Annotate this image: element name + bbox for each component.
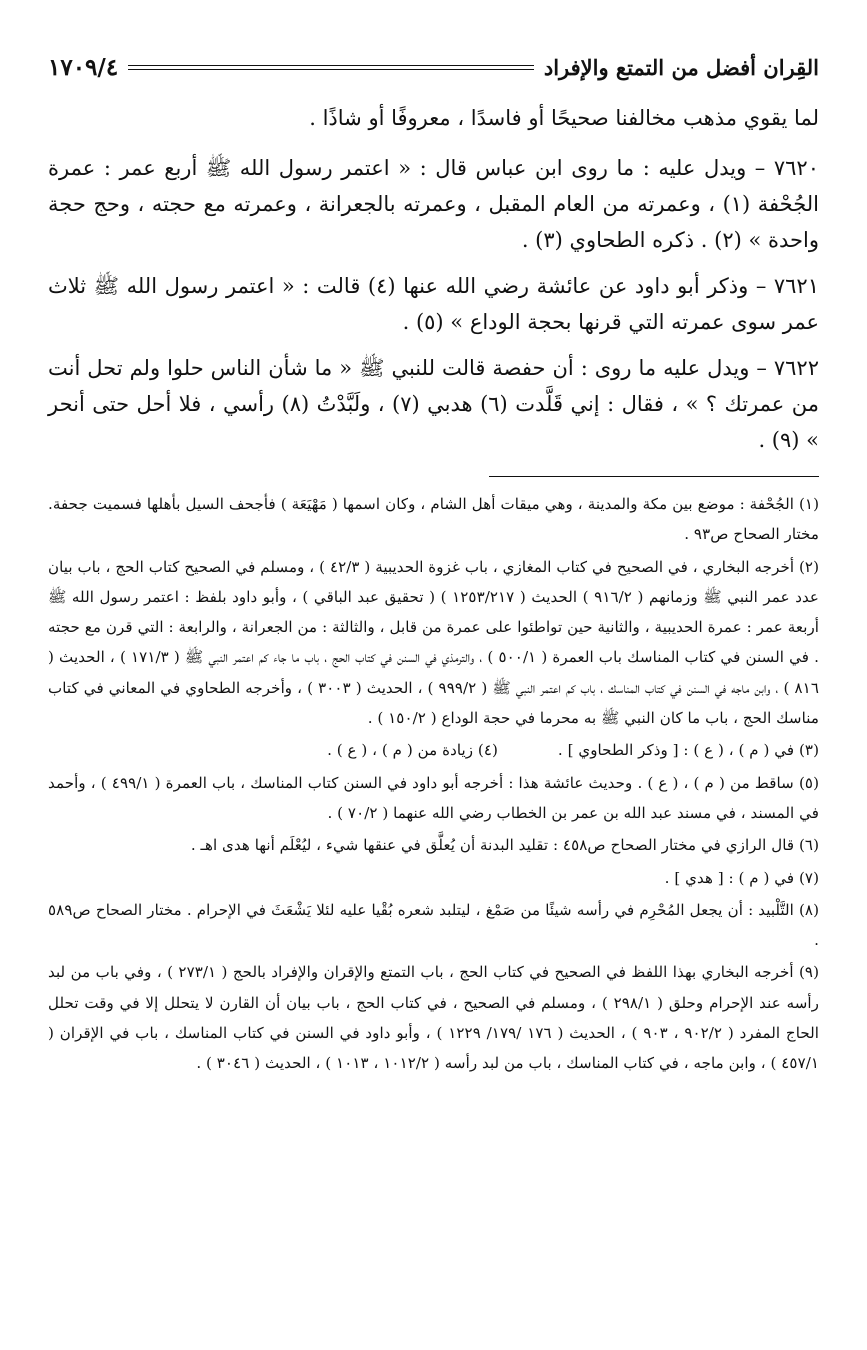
footnote-3: (٣) في ( م ) ، ( ع ) : [ وذكر الطحاوي ] . xyxy=(557,741,819,760)
running-header xyxy=(48,48,819,86)
paragraph-7622: ٧٦٢٢ – ويدل عليه ما روى : أن حفصة قالت للنبي ﷺ « ما شأن الناس حلوا ولم تحل أنت من عمرتك ؟ » ، فقال : إني قَلَّدت (٦) هدبي (٧) ، ولَبَّدْتُ (٨) رأسي ، فلا أحل حتى أنحر » (٩) . xyxy=(48,356,820,452)
footnotes xyxy=(48,489,819,1079)
footnotes-3-4 xyxy=(48,735,819,765)
footnote-1: (١) الجُحْفة : موضع بين مكة والمدينة ، وهي ميقات أهل الشام ، وكان اسمها ( مَهْيَعَة ) فأجحف السيل بأهلها فسميت جحفة. مختار الصحاح ص٩٣ . xyxy=(48,495,819,544)
footnote-8: (٨) التَّلْبيد : أن يجعل المُحْرِم في رأسه شيئًا من صَمْغ ، ليتلبد شعره بُقْيا عليه لئلا يَشْعَثَ في الإحرام . مختار الصحاح ص٥٨٩ . xyxy=(48,900,819,950)
main-text xyxy=(48,100,819,458)
footnote-7: (٧) في ( م ) : [ هدي ] . xyxy=(664,868,819,887)
footnote-2: (٢) أخرجه البخاري ، في الصحيح في كتاب المغازي ، باب غزوة الحديبية ( ٤٢/٣ ) ، ومسلم في الصحيح كتاب الحج ، باب بيان عدد عمر النبي ﷺ وزمانهم ( ٩١٦/٢ ) الحديث ( ١٢٥٣/٢١٧ ) ( تحقيق عبد الباقي ) ، وأبو داود بلفظ : اعتمر رسول الله ﷺ أربعة عمر : عمرة الحديبية ، والثانية حين تواطئوا على عمرة من قابل ، والثالثة : من الجعرانة ، والرابعة : التي قرن مع حجته . في السنن في كتاب المناسك باب العمرة ( ٥٠٠/١ ) ، والترمذي في السنن في كتاب الحج ، باب ما جاء كم اعتمر النبي ﷺ ( ١٧١/٣ ) ، الحديث ( ٨١٦ ) ، وابن ماجه في السنن في كتاب المناسك ، باب كم اعتمر النبي ﷺ ( ٩٩٩/٢ ) ، الحديث ( ٣٠٠٣ ) ، وأخرجه الطحاوي في المعاني في كتاب مناسك الحج ، باب ما كان النبي ﷺ به محرما في حجة الوداع ( ١٥٠/٢ ) . xyxy=(48,557,819,728)
paragraph-7620: ٧٦٢٠ – ويدل عليه : ما روى ابن عباس قال : « اعتمر رسول الله ﷺ أربع عمر : عمرة الجُحْفة (١) ، وعمرته من العام المقبل ، وعمرته بالجعرانة ، وعمرته مع حجته ، وحج حجة واحدة » (٢) . ذكره الطحاوي (٣) . xyxy=(48,156,819,252)
footnote-9: (٩) أخرجه البخاري بهذا اللفظ في الصحيح في كتاب الحج ، باب التمتع والإقران والإفراد بالحج ( ٢٧٣/١ ) ، وفي باب من لبد رأسه عند الإحرام وحلق ( ٢٩٨/١ ) ، ومسلم في الصحيح ، في كتاب الحج ، باب بيان أن القارن لا يتحلل إلا في وقت تحلل الحاج المفرد ( ٩٠٢/٢ ، ٩٠٣ ) ، الحديث ( ١٧٦ /١٧٩/ ١٢٢٩ ) ، وأبو داود في السنن في كتاب المناسك ، باب في الإقران ( ٤٥٧/١ ) ، وابن ماجه ، في كتاب المناسك ، باب من لبد رأسه ( ١٠١٢/٢ ، ١٠١٣ ) ، الحديث ( ٣٠٤٦ ) . xyxy=(48,963,819,1073)
page-number: ١٧٠٩/٤ xyxy=(48,53,119,81)
paragraph-7621: ٧٦٢١ – وذكر أبو داود عن عائشة رضي الله عنها (٤) قالت : « اعتمر رسول الله ﷺ ثلاث عمر سوى عمرته التي قرنها بحجة الوداع » (٥) . xyxy=(48,274,819,334)
footnote-6: (٦) قال الرازي في مختار الصحاح ص٤٥٨ : تقليد البدنة أن يُعلَّق في عنقها شيء ، ليُعْلَم أنها هدى اهـ . xyxy=(190,836,819,855)
running-title: القِران أفضل من التمتع والإفراد xyxy=(543,54,819,80)
footnote-4: (٤) زيادة من ( م ) ، ( ع ) . xyxy=(327,741,498,760)
footnote-5: (٥) ساقط من ( م ) ، ( ع ) . وحديث عائشة هذا : أخرجه أبو داود في السنن كتاب المناسك ، باب العمرة ( ٤٩٩/١ ) ، وأحمد في المسند ، في مسند عبد الله بن عمر بن الخطاب رضي الله عنهما ( ٧٠/٢ ) . xyxy=(48,773,819,822)
header-double-rule xyxy=(128,65,534,70)
footnote-separator xyxy=(489,476,819,477)
paragraph-continuation: لما يقوي مذهب مخالفنا صحيحًا أو فاسدًا ، معروفًا أو شاذًا . xyxy=(309,106,819,130)
